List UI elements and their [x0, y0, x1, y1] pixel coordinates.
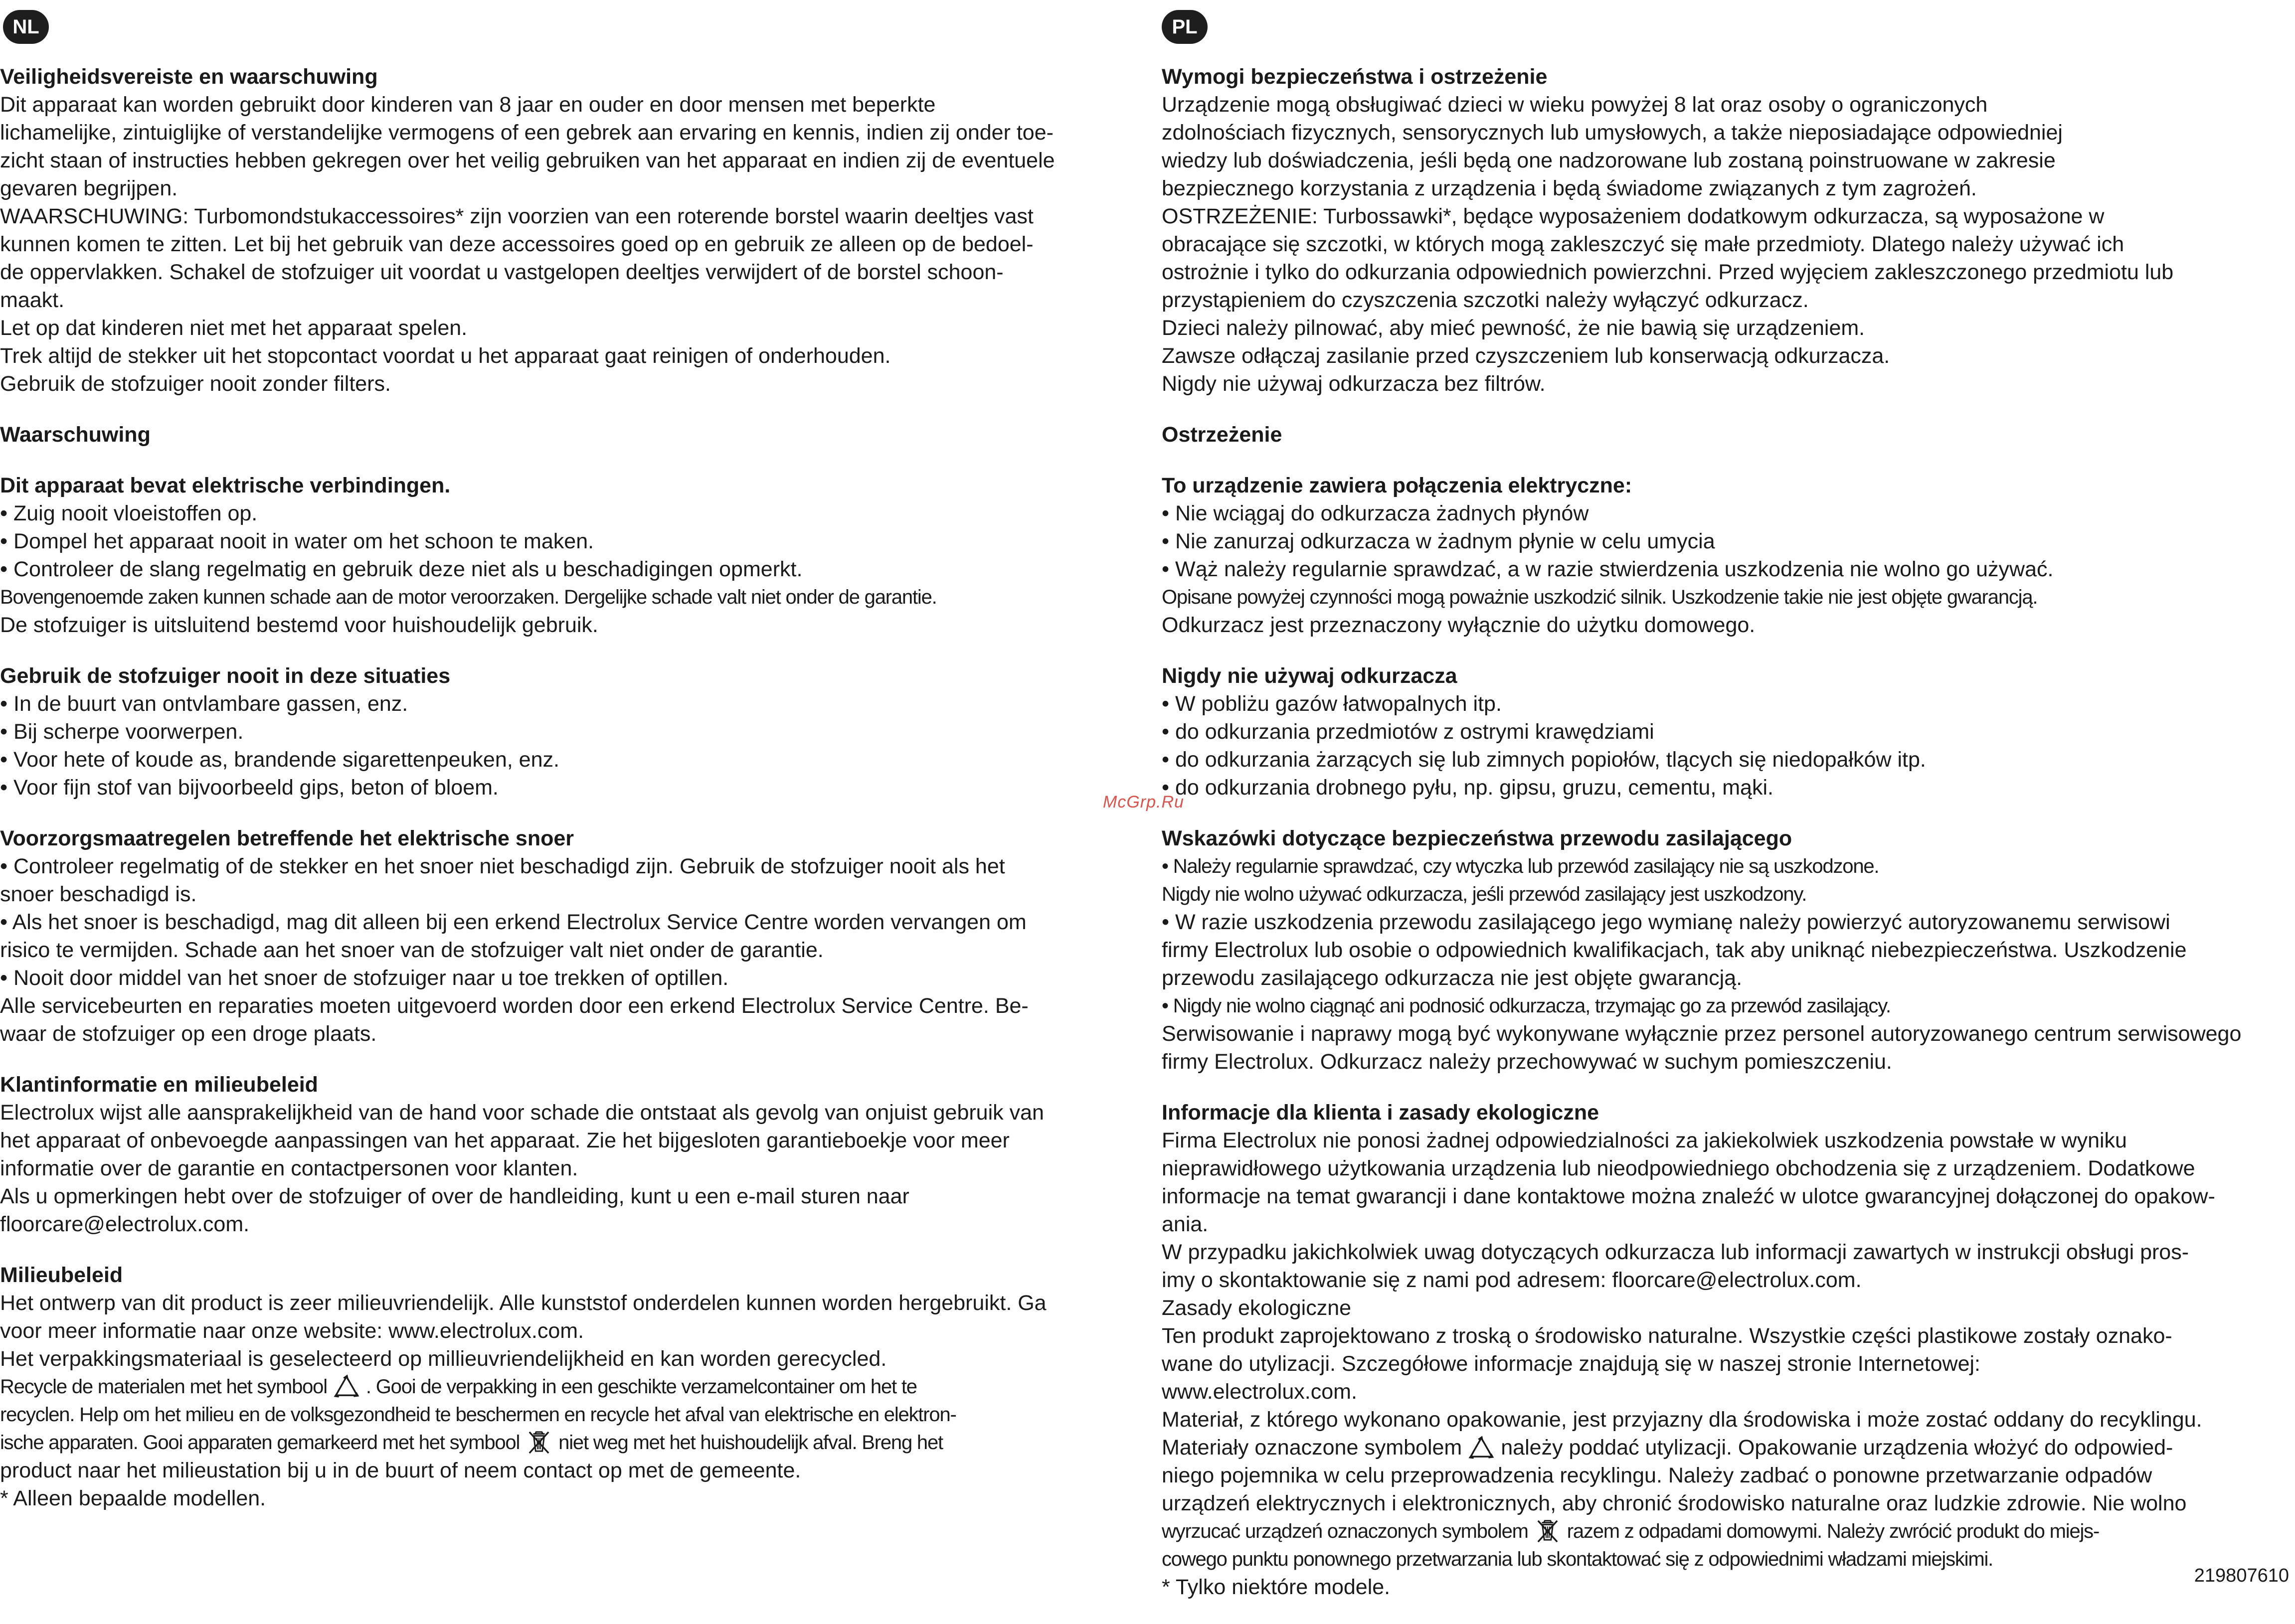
pl-customer-info-line: Firma Electrolux nie ponosi żadnej odpowiedzialności za jakiekolwiek uszkodzenia powstałe w wyniku — [1162, 1129, 2127, 1152]
nl-safety-line: lichamelijke, zintuiglijke of verstandelijke vermogens of een gebrek aan ervaring en kennis, indien zij onder toe- — [0, 121, 1054, 145]
pl-customer-info-line: W przypadku jakichkolwiek uwag dotyczących odkurzacza lub informacji zawartych w instrukcji obsługi pros- — [1162, 1240, 2189, 1264]
nl-electrical-heading: Dit apparaat bevat elektrische verbindingen. — [0, 474, 451, 497]
nl-cord-line: snoer beschadigd is. — [0, 882, 197, 906]
nl-customer-info-heading: Klantinformatie en milieubeleid — [0, 1073, 318, 1097]
pl-safety-line: obracające się szczotki, w których mogą zakleszczyć się małe przedmioty. Dlatego należy używać ich — [1162, 232, 2124, 256]
pl-electrical-note: Opisane powyżej czynności mogą poważnie uszkodzić silnik. Uszkodzenie takie nie jest objęte gwarancją. — [1162, 586, 2038, 608]
pl-cord-line: przewodu zasilającego odkurzacza nie jest objęte gwarancją. — [1162, 966, 1743, 990]
pl-safety-line: Dzieci należy pilnować, aby mieć pewność, że nie bawią się urządzeniem. — [1162, 316, 1865, 340]
nl-cord-line: • Controleer regelmatig of de stekker en het snoer niet beschadigd zijn. Gebruik de stofzuiger nooit als het — [0, 854, 1005, 878]
pl-electrical-heading: To urządzenie zawiera połączenia elektryczne: — [1162, 474, 1632, 497]
pl-customer-info-line — [1162, 1434, 2289, 1462]
pl-section-never-use — [1162, 662, 2289, 802]
pl-section-warning — [1162, 421, 2289, 449]
nl-electrical-note: Bovengenoemde zaken kunnen schade aan de motor veroorzaken. Dergelijke schade valt niet onder de garantie. — [0, 586, 937, 608]
pl-safety-line: bezpiecznego korzystania z urządzenia i będą świadome związanych z tym zagrożeń. — [1162, 176, 1977, 200]
nl-customer-info-line: Als u opmerkingen hebt over de stofzuiger of over de handleiding, kunt u een e-mail sturen naar — [0, 1184, 909, 1208]
pl-customer-info-line: Ten produkt zaprojektowano z troską o środowisko naturalne. Wszystkie części plastikowe zostały oznako- — [1162, 1324, 2172, 1348]
nl-customer-info-line: floorcare@electrolux.com. — [0, 1212, 250, 1236]
nl-section-never-use — [0, 662, 1142, 802]
polish-column — [1162, 10, 2289, 1624]
nl-customer-info-line: informatie over de garantie en contactpersonen voor klanten. — [0, 1156, 578, 1180]
pl-electrical-note: Odkurzacz jest przeznaczony wyłącznie do użytku domowego. — [1162, 613, 1756, 637]
pl-safety-line: wiedzy lub doświadczenia, jeśli będą one nadzorowane lub zostaną poinstruowane w zakresie — [1162, 149, 2056, 172]
crossed-bin-icon — [1533, 1519, 1562, 1543]
nl-cord-heading: Voorzorgsmaatregelen betreffende het elektrische snoer — [0, 826, 574, 850]
crossed-bin-icon — [525, 1430, 553, 1454]
nl-safety-line: Gebruik de stofzuiger nooit zonder filters. — [0, 372, 391, 396]
pl-warning-heading: Ostrzeżenie — [1162, 423, 1282, 447]
nl-safety-line: Dit apparaat kan worden gebruikt door kinderen van 8 jaar en ouder en door mensen met beperkte — [0, 93, 936, 117]
pl-safety-line: Urządzenie mogą obsługiwać dzieci w wieku powyżej 8 lat oraz osoby o ograniczonych — [1162, 93, 1988, 117]
pl-safety-line: Nigdy nie używaj odkurzacza bez filtrów. — [1162, 372, 1546, 396]
pl-never-use-item: • do odkurzania drobnego pyłu, np. gipsu, gruzu, cementu, mąki. — [1162, 776, 1773, 800]
pl-customer-info-line: ania. — [1162, 1212, 1209, 1236]
nl-section-electrical — [0, 472, 1142, 639]
pl-section-cord — [1162, 824, 2289, 1076]
pl-cord-heading: Wskazówki dotyczące bezpieczeństwa przewodu zasilającego — [1162, 826, 1792, 850]
nl-footnote: * Alleen bepaalde modellen. — [0, 1486, 266, 1510]
nl-electrical-item: • Dompel het apparaat nooit in water om het schoon te maken. — [0, 529, 594, 553]
nl-electrical-item: • Controleer de slang regelmatig en gebruik deze niet als u beschadigingen opmerkt. — [0, 557, 803, 581]
nl-weee-text-a: ische apparaten. Gooi apparaten gemarkeerd met het symbool — [0, 1432, 520, 1454]
pl-electrical-item: • Wąż należy regularnie sprawdzać, a w razie stwierdzenia uszkodzenia nie wolno go używać. — [1162, 557, 2054, 581]
nl-section-cord — [0, 824, 1142, 1048]
pl-customer-info-line: niego pojemnika w celu przeprowadzenia recyklingu. Należy zadbać o ponowne przetwarzanie odpadów — [1162, 1463, 2152, 1487]
pl-customer-info-heading: Informacje dla klienta i zasady ekologiczne — [1162, 1101, 1599, 1125]
nl-never-use-heading: Gebruik de stofzuiger nooit in deze situaties — [0, 664, 451, 688]
nl-safety-line: de oppervlakken. Schakel de stofzuiger uit voordat u vastgelopen deeltjes verwijdert of de borstel schoon- — [0, 260, 1004, 284]
nl-safety-line: maakt. — [0, 288, 65, 312]
pl-safety-heading: Wymogi bezpieczeństwa i ostrzeżenie — [1162, 65, 1548, 89]
pl-cord-line: firmy Electrolux lub osobie o odpowiednich kwalifikacjach, tak aby uniknąć niebezpieczeństwa. Uszkodzenie — [1162, 938, 2187, 962]
pl-customer-info-line: Materiał, z którego wykonano opakowanie, jest przyjazny dla środowiska i może zostać oddany do recyklingu. — [1162, 1408, 2202, 1432]
nl-never-use-item: • Voor hete of koude as, brandende sigarettenpeuken, enz. — [0, 748, 559, 772]
pl-footnote: * Tylko niektóre modele. — [1162, 1575, 1391, 1599]
pl-customer-info-line: wane do utylizacji. Szczegółowe informacje znajdują się w naszej stronie Internetowej: — [1162, 1352, 1980, 1376]
nl-environment-line — [0, 1373, 1142, 1401]
nl-cord-line: waar de stofzuiger op een droge plaats. — [0, 1022, 377, 1046]
pl-section-customer-info — [1162, 1099, 2289, 1601]
pl-customer-info-line: imy o skontaktowanie się z nami pod adresem: floorcare@electrolux.com. — [1162, 1268, 1862, 1292]
pl-section-electrical — [1162, 472, 2289, 639]
nl-never-use-item: • Bij scherpe voorwerpen. — [0, 720, 244, 744]
nl-cord-line: • Als het snoer is beschadigd, mag dit alleen bij een erkend Electrolux Service Centre worden vervangen om — [0, 910, 1027, 934]
nl-safety-line: zicht staan of instructies hebben gekregen over het veilig gebruiken van het apparaat en indien zij de eventuele — [0, 149, 1055, 172]
nl-never-use-item: • In de buurt van ontvlambare gassen, enz. — [0, 692, 408, 716]
nl-cord-line: • Nooit door middel van het snoer de stofzuiger naar u toe trekken of optillen. — [0, 966, 729, 990]
nl-safety-heading: Veiligheidsvereiste en waarschuwing — [0, 65, 378, 89]
nl-environment-line — [0, 1429, 1142, 1457]
pl-customer-info-line: informacje na temat gwarancji i dane kontaktowe można znaleźć w ulotce gwarancyjnej dołączonej do opakow- — [1162, 1184, 2215, 1208]
pl-electrical-item: • Nie zanurzaj odkurzacza w żadnym płynie w celu umycia — [1162, 529, 1715, 553]
watermark: McGrp.Ru — [1103, 793, 1184, 812]
nl-never-use-item: • Voor fijn stof van bijvoorbeeld gips, beton of bloem. — [0, 776, 499, 800]
pl-customer-info-line: nieprawidłowego użytkowania urządzenia lub nieodpowiedniego obchodzenia się z urządzeniem. Dodatkowe — [1162, 1156, 2195, 1180]
recycle-icon — [332, 1374, 361, 1398]
nl-cord-line: Alle servicebeurten en reparaties moeten uitgevoerd worden door een erkend Electrolux Service Centre. Be- — [0, 994, 1029, 1018]
nl-recycle-text-a: Recycle de materialen met het symbool — [0, 1376, 327, 1398]
pl-never-use-item: • do odkurzania żarzących się lub zimnych popiołów, tlących się niedopałków itp. — [1162, 748, 1926, 772]
pl-customer-info-line — [1162, 1517, 2289, 1545]
pl-cord-line: Serwisowanie i naprawy mogą być wykonywane wyłącznie przez personel autoryzowanego centrum serwisowego — [1162, 1022, 2242, 1046]
nl-safety-line: kunnen komen te zitten. Let bij het gebruik van deze accessoires goed op en gebruik ze alleen op de bedoel- — [0, 232, 1034, 256]
pl-safety-line: ostrożnie i tylko do odkurzania odpowiednich powierzchni. Przed wyjęciem zakleszczonego przedmiotu lub — [1162, 260, 2174, 284]
pl-customer-info-line: cowego punktu ponownego przetwarzania lub skontaktować się z odpowiednimi władzami miejskimi. — [1162, 1548, 1993, 1570]
pl-safety-line: Zawsze odłączaj zasilanie przed czyszczeniem lub konserwacją odkurzacza. — [1162, 344, 1890, 368]
pl-cord-line: • Należy regularnie sprawdzać, czy wtyczka lub przewód zasilający nie są uszkodzone. — [1162, 855, 1879, 877]
pl-cord-line: Nigdy nie wolno używać odkurzacza, jeśli przewód zasilający jest uszkodzony. — [1162, 883, 1807, 905]
pl-cord-line: firmy Electrolux. Odkurzacz należy przechowywać w suchym pomieszczeniu. — [1162, 1050, 1892, 1074]
nl-cord-line: risico te vermijden. Schade aan het snoer van de stofzuiger valt niet onder de garantie. — [0, 938, 824, 962]
pl-recycle-text-a: Materiały oznaczone symbolem — [1162, 1436, 1462, 1460]
pl-cord-line: • W razie uszkodzenia przewodu zasilającego jego wymianę należy powierzyć autoryzowanemu serwisowi — [1162, 910, 2170, 934]
nl-safety-line: gevaren begrijpen. — [0, 176, 178, 200]
nl-section-safety — [0, 63, 1142, 398]
nl-warning-heading: Waarschuwing — [0, 423, 151, 447]
nl-customer-info-line: het apparaat of onbevoegde aanpassingen van het apparaat. Zie het bijgesloten garantieboekje voor meer — [0, 1129, 1010, 1152]
nl-environment-line: Het verpakkingsmateriaal is geselecteerd op millieuvriendelijkheid en kan worden gerecycled. — [0, 1347, 887, 1371]
pl-weee-text-b: razem z odpadami domowymi. Należy zwrócić produkt do miejs- — [1567, 1520, 2100, 1542]
pl-cord-line: • Nigdy nie wolno ciągnąć ani podnosić odkurzacza, trzymając go za przewód zasilający. — [1162, 995, 1891, 1017]
nl-weee-text-b: niet weg met het huishoudelijk afval. Breng het — [558, 1432, 943, 1454]
nl-electrical-note: De stofzuiger is uitsluitend bestemd voor huishoudelijk gebruik. — [0, 613, 598, 637]
recycle-icon — [1467, 1436, 1496, 1460]
nl-environment-line: product naar het milieustation bij u in de buurt of neem contact op met de gemeente. — [0, 1459, 801, 1482]
pl-safety-line: OSTRZEŻENIE: Turbossawki*, będące wyposażeniem dodatkowym odkurzacza, są wyposażone w — [1162, 204, 2105, 228]
pl-weee-text-a: wyrzucać urządzeń oznaczonych symbolem — [1162, 1520, 1528, 1542]
language-badge-pl: PL — [1162, 10, 1208, 44]
nl-recycle-text-b: . Gooi de verpakking in een geschikte verzamelcontainer om het te — [365, 1376, 917, 1398]
dutch-column — [0, 10, 1142, 1535]
pl-safety-line: zdolnościach fizycznych, sensorycznych lub umysłowych, a także nieposiadające odpowiedniej — [1162, 121, 2063, 145]
pl-never-use-item: • W pobliżu gazów łatwopalnych itp. — [1162, 692, 1502, 716]
nl-section-warning — [0, 421, 1142, 449]
pl-customer-info-line: www.electrolux.com. — [1162, 1380, 1357, 1404]
nl-environment-line: recyclen. Help om het milieu en de volksgezondheid te beschermen en recycle het afval van elektrische en elektron- — [0, 1404, 956, 1426]
pl-electrical-item: • Nie wciągaj do odkurzacza żadnych płynów — [1162, 501, 1589, 525]
pl-section-safety — [1162, 63, 2289, 398]
nl-customer-info-line: Electrolux wijst alle aansprakelijkheid van de hand voor schade die ontstaat als gevolg van onjuist gebruik van — [0, 1101, 1044, 1125]
pl-recycle-text-b: należy poddać utylizacji. Opakowanie urządzenia włożyć do odpowied- — [1501, 1436, 2173, 1460]
document-code: 219807610 — [2194, 1565, 2289, 1586]
nl-environment-line: Het ontwerp van dit product is zeer milieuvriendelijk. Alle kunststof onderdelen kunnen worden hergebruikt. Ga — [0, 1291, 1047, 1315]
nl-section-customer-info — [0, 1071, 1142, 1238]
nl-environment-line: voor meer informatie naar onze website: www.electrolux.com. — [0, 1319, 584, 1343]
nl-safety-line: Let op dat kinderen niet met het apparaat spelen. — [0, 316, 468, 340]
nl-safety-line: WAARSCHUWING: Turbomondstukaccessoires* zijn voorzien van een roterende borstel waarin deeltjes vast — [0, 204, 1034, 228]
pl-never-use-heading: Nigdy nie używaj odkurzacza — [1162, 664, 1457, 688]
pl-eco-subheading: Zasady ekologiczne — [1162, 1296, 1352, 1320]
nl-safety-line: Trek altijd de stekker uit het stopcontact voordat u het apparaat gaat reinigen of onderhouden. — [0, 344, 891, 368]
nl-section-environment — [0, 1261, 1142, 1512]
language-badge-nl: NL — [3, 10, 49, 44]
nl-environment-heading: Milieubeleid — [0, 1263, 123, 1287]
pl-customer-info-line: urządzeń elektrycznych i elektronicznych, aby chronić środowisko naturalne oraz ludzkie zdrowie. Nie wolno — [1162, 1491, 2187, 1515]
nl-electrical-item: • Zuig nooit vloeistoffen op. — [0, 501, 258, 525]
pl-never-use-item: • do odkurzania przedmiotów z ostrymi krawędziami — [1162, 720, 1654, 744]
pl-safety-line: przystąpieniem do czyszczenia szczotki należy wyłączyć odkurzacz. — [1162, 288, 1809, 312]
